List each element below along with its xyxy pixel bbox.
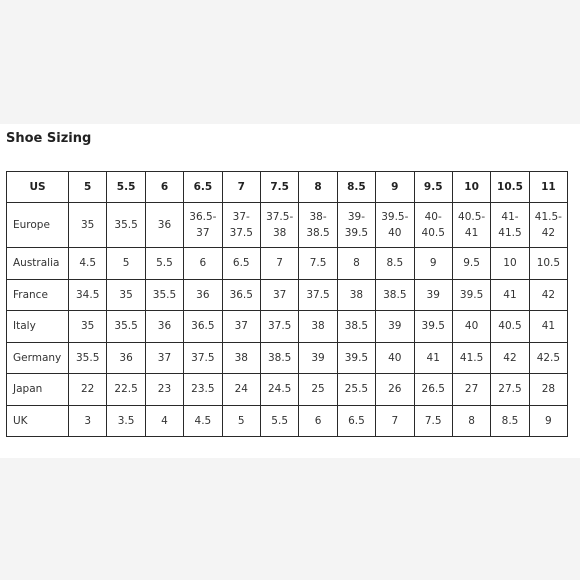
size-cell: 10.5: [529, 248, 567, 280]
size-cell: 39: [414, 279, 452, 311]
size-cell: 7: [260, 248, 298, 280]
table-row: [7, 405, 568, 437]
size-cell: 24.5: [260, 374, 298, 406]
size-cell: 38: [222, 342, 260, 374]
size-cell: 38-38.5: [299, 203, 337, 248]
size-cell: 5: [107, 248, 145, 280]
table-row: [7, 248, 568, 280]
size-cell: 23.5: [184, 374, 222, 406]
row-label-germany: Germany: [7, 342, 69, 374]
size-cell: 5: [222, 405, 260, 437]
size-cell: 36.5: [184, 311, 222, 343]
size-cell: 9: [414, 248, 452, 280]
size-cell: 8.5: [376, 248, 414, 280]
size-cell: 38.5: [337, 311, 375, 343]
size-cell: 8: [337, 248, 375, 280]
size-cell: 41: [414, 342, 452, 374]
size-cell: 28: [529, 374, 567, 406]
size-cell: 36: [107, 342, 145, 374]
table-row: [7, 342, 568, 374]
row-label-australia: Australia: [7, 248, 69, 280]
size-cell: 35.5: [69, 342, 107, 374]
size-cell: 10: [491, 248, 529, 280]
size-cell: 42: [491, 342, 529, 374]
size-cell: 6: [299, 405, 337, 437]
size-cell: 41: [491, 279, 529, 311]
size-cell: 40-40.5: [414, 203, 452, 248]
header-cell-size: 9.5: [414, 172, 452, 203]
size-cell: 40.5: [491, 311, 529, 343]
size-cell: 5.5: [145, 248, 183, 280]
size-cell: 39: [299, 342, 337, 374]
size-cell: 37.5: [299, 279, 337, 311]
size-cell: 36: [184, 279, 222, 311]
size-cell: 4: [145, 405, 183, 437]
size-cell: 42: [529, 279, 567, 311]
shoe-size-table: [6, 171, 568, 437]
size-cell: 35: [69, 311, 107, 343]
row-label-uk: UK: [7, 405, 69, 437]
size-cell: 40.5-41: [452, 203, 490, 248]
size-cell: 37-37.5: [222, 203, 260, 248]
size-cell: 9: [529, 405, 567, 437]
table-header-row: [7, 172, 568, 203]
size-cell: 39.5: [452, 279, 490, 311]
size-cell: 35: [107, 279, 145, 311]
header-cell-size: 6: [145, 172, 183, 203]
header-cell-size: 10: [452, 172, 490, 203]
size-cell: 26.5: [414, 374, 452, 406]
size-cell: 4.5: [69, 248, 107, 280]
size-cell: 40: [376, 342, 414, 374]
size-cell: 35.5: [145, 279, 183, 311]
size-cell: 36: [145, 311, 183, 343]
size-cell: 23: [145, 374, 183, 406]
table-row: [7, 279, 568, 311]
size-cell: 42.5: [529, 342, 567, 374]
size-cell: 39.5-40: [376, 203, 414, 248]
size-cell: 38.5: [260, 342, 298, 374]
size-cell: 4.5: [184, 405, 222, 437]
size-cell: 37.5: [260, 311, 298, 343]
size-cell: 38: [337, 279, 375, 311]
table-row: [7, 374, 568, 406]
size-cell: 39: [376, 311, 414, 343]
size-cell: 9.5: [452, 248, 490, 280]
header-cell-size: 8.5: [337, 172, 375, 203]
size-cell: 40: [452, 311, 490, 343]
size-cell: 6: [184, 248, 222, 280]
size-cell: 41.5: [452, 342, 490, 374]
size-cell: 36.5-37: [184, 203, 222, 248]
size-cell: 37: [260, 279, 298, 311]
size-cell: 3.5: [107, 405, 145, 437]
size-cell: 39.5: [337, 342, 375, 374]
header-cell-size: 7: [222, 172, 260, 203]
size-cell: 27.5: [491, 374, 529, 406]
size-cell: 8: [452, 405, 490, 437]
size-cell: 25.5: [337, 374, 375, 406]
size-cell: 25: [299, 374, 337, 406]
size-cell: 6.5: [337, 405, 375, 437]
size-cell: 35.5: [107, 311, 145, 343]
header-cell-us: US: [7, 172, 69, 203]
size-cell: 39.5: [414, 311, 452, 343]
row-label-europe: Europe: [7, 203, 69, 248]
header-cell-size: 6.5: [184, 172, 222, 203]
size-cell: 26: [376, 374, 414, 406]
header-cell-size: 7.5: [260, 172, 298, 203]
size-cell: 7: [376, 405, 414, 437]
size-cell: 35: [69, 203, 107, 248]
size-cell: 24: [222, 374, 260, 406]
row-label-france: France: [7, 279, 69, 311]
row-label-japan: Japan: [7, 374, 69, 406]
size-cell: 37.5-38: [260, 203, 298, 248]
size-cell: 8.5: [491, 405, 529, 437]
size-cell: 27: [452, 374, 490, 406]
size-cell: 34.5: [69, 279, 107, 311]
size-cell: 7.5: [299, 248, 337, 280]
page-title: Shoe Sizing: [6, 131, 92, 146]
size-cell: 37.5: [184, 342, 222, 374]
row-label-italy: Italy: [7, 311, 69, 343]
size-cell: 6.5: [222, 248, 260, 280]
size-cell: 5.5: [260, 405, 298, 437]
size-cell: 7.5: [414, 405, 452, 437]
size-cell: 36: [145, 203, 183, 248]
header-cell-size: 5.5: [107, 172, 145, 203]
size-cell: 37: [145, 342, 183, 374]
size-cell: 41-41.5: [491, 203, 529, 248]
size-cell: 38.5: [376, 279, 414, 311]
size-cell: 41: [529, 311, 567, 343]
header-cell-size: 11: [529, 172, 567, 203]
size-cell: 41.5-42: [529, 203, 567, 248]
header-cell-size: 5: [69, 172, 107, 203]
size-cell: 36.5: [222, 279, 260, 311]
header-cell-size: 10.5: [491, 172, 529, 203]
size-cell: 35.5: [107, 203, 145, 248]
table-row: [7, 203, 568, 248]
size-cell: 22.5: [107, 374, 145, 406]
size-cell: 39-39.5: [337, 203, 375, 248]
size-cell: 22: [69, 374, 107, 406]
size-cell: 3: [69, 405, 107, 437]
size-chart-card: [0, 124, 580, 458]
table-row: [7, 311, 568, 343]
header-cell-size: 8: [299, 172, 337, 203]
size-cell: 38: [299, 311, 337, 343]
header-cell-size: 9: [376, 172, 414, 203]
size-cell: 37: [222, 311, 260, 343]
